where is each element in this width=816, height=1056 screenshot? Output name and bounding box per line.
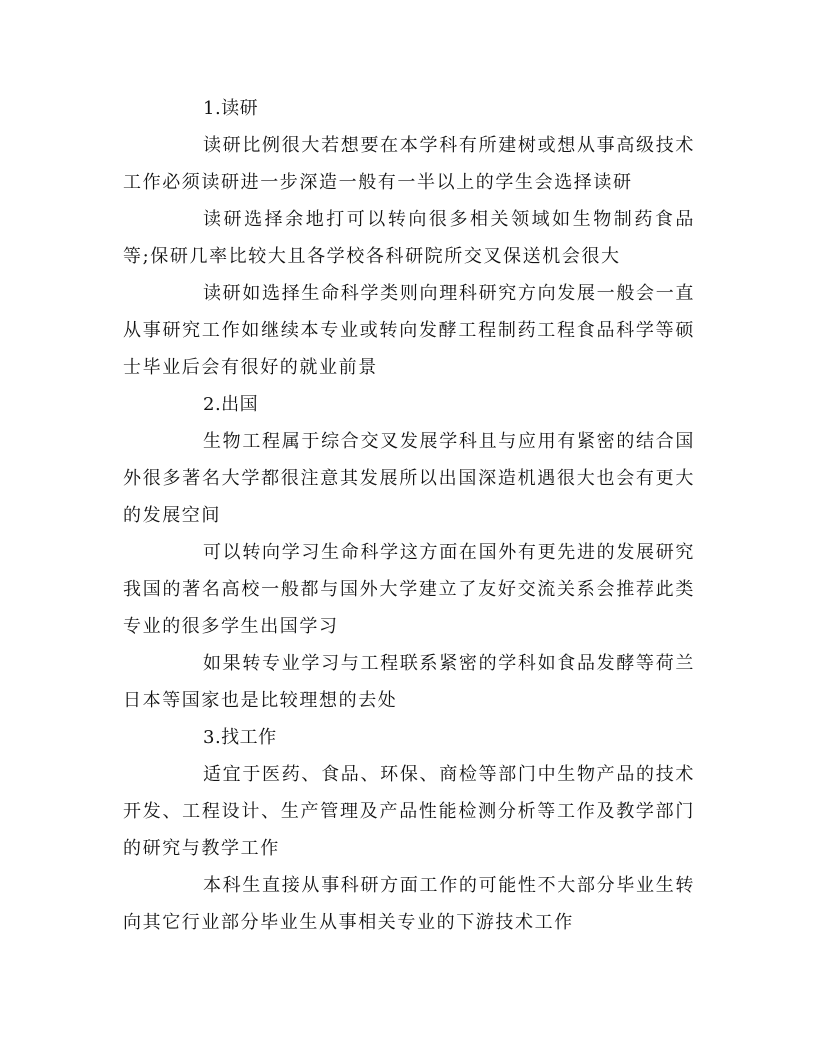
section-heading-study: 1.读研 xyxy=(203,98,259,119)
paragraph: 生物工程属于综合交叉发展学科且与应用有紧密的结合国外很多著名大学都很注意其发展所以出国深造机遇很大也会有更大的发展空间 xyxy=(123,431,695,526)
paragraph: 读研如选择生命科学类则向理科研究方向发展一般会一直从事研究工作如继续本专业或转向发酵工程制药工程食品科学等硕士毕业后会有很好的就业前景 xyxy=(123,283,695,378)
document-body xyxy=(123,90,695,941)
section-heading-abroad: 2.出国 xyxy=(203,394,259,415)
paragraph: 本科生直接从事科研方面工作的可能性不大部分毕业生转向其它行业部分毕业生从事相关专业的下游技术工作 xyxy=(123,875,695,933)
paragraph: 适宜于医药、食品、环保、商检等部门中生物产品的技术开发、工程设计、生产管理及产品性能检测分析等工作及教学部门的研究与教学工作 xyxy=(123,764,695,859)
paragraph: 如果转专业学习与工程联系紧密的学科如食品发酵等荷兰日本等国家也是比较理想的去处 xyxy=(123,653,695,711)
section-heading-job: 3.找工作 xyxy=(203,727,277,748)
paragraph: 读研比例很大若想要在本学科有所建树或想从事高级技术工作必须读研进一步深造一般有一半以上的学生会选择读研 xyxy=(123,135,695,193)
paragraph: 可以转向学习生命科学这方面在国外有更先进的发展研究我国的著名高校一般都与国外大学建立了友好交流关系会推荐此类专业的很多学生出国学习 xyxy=(123,542,695,637)
paragraph: 读研选择余地打可以转向很多相关领域如生物制药食品等;保研几率比较大且各学校各科研院所交叉保送机会很大 xyxy=(123,209,695,267)
